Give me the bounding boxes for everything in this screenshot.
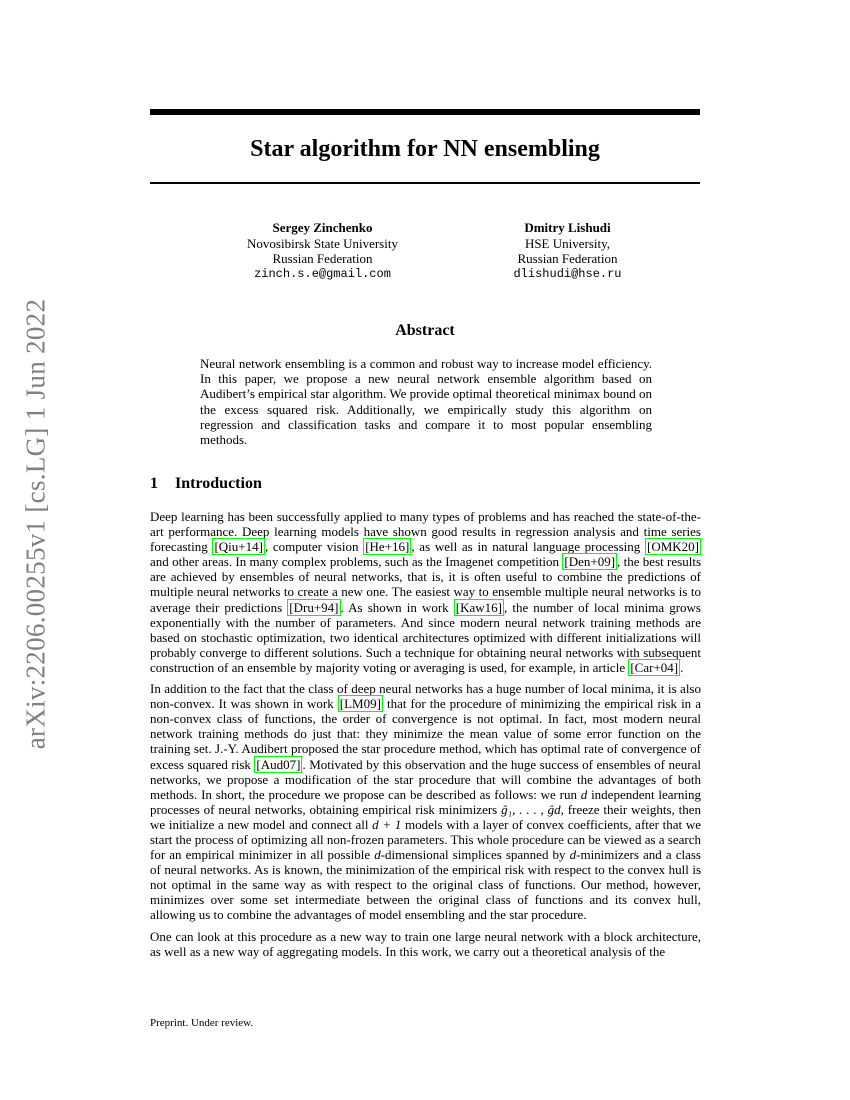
abstract-heading: Abstract bbox=[395, 322, 455, 339]
body-text bbox=[150, 509, 701, 965]
author-name: Dmitry Lishudi bbox=[524, 220, 611, 235]
math-symbol: d bbox=[569, 847, 577, 863]
text-run: , as well as in natural language processing bbox=[411, 539, 645, 555]
text-run: -dimensional simplices spanned by bbox=[380, 847, 570, 863]
citation-link[interactable]: [He+16] bbox=[365, 539, 410, 555]
text-run: , freeze their weights, then we initialize a new model and connect all bbox=[150, 801, 701, 832]
citation-link[interactable]: [LM09] bbox=[339, 696, 381, 712]
math-symbol: d bbox=[580, 786, 588, 802]
math-expression: ĝ₁, . . . , ĝd bbox=[501, 801, 561, 817]
author-affiliation: Novosibirsk State University bbox=[247, 235, 398, 251]
citation-link[interactable]: [Aud07] bbox=[256, 756, 301, 772]
paragraph-3 bbox=[150, 929, 701, 959]
author-email[interactable]: dlishudi@hse.ru bbox=[513, 266, 622, 281]
section-number: 1 bbox=[150, 475, 158, 492]
author-email[interactable]: zinch.s.e@gmail.com bbox=[254, 266, 391, 281]
text-run: . bbox=[680, 659, 684, 675]
arxiv-side-stamp: arXiv:2206.00255v1 [cs.LG] 1 Jun 2022 bbox=[20, 298, 51, 750]
section-heading bbox=[150, 475, 262, 493]
text-run: that for the procedure of minimizing the empirical risk in a non-convex class of functions, the order of convergence is not optimal. In fact, most modern neural network training methods do just that: they minimize the mean value of some error function on the training set. J.-Y. Audibert proposed the star procedure method, which has optimal rate of convergence of excess squared risk bbox=[150, 696, 701, 772]
author-name: Sergey Zinchenko bbox=[272, 220, 373, 235]
citation-link[interactable]: [Qiu+14] bbox=[214, 539, 263, 555]
text-run: , the number of local minima grows exponentially with the number of parameters. And since modern neural network training methods are based on stochastic optimization, two identical architectures optimized with different initializations will probably converge to different solutions. Such a technique for obtaining neural networks with subsequent construction of an ensemble by majority voting or averaging is used, for example, in article bbox=[150, 599, 701, 675]
text-run: . Motivated by this observation and the huge success of ensembles of neural networks, we propose a modification of the star procedure that will combine the advantages of both methods. In short, the procedure we propose can be described as follows: we run bbox=[150, 756, 702, 802]
author-country: Russian Federation bbox=[272, 251, 373, 266]
footer-note: Preprint. Under review. bbox=[150, 1017, 254, 1029]
title-bottom-rule bbox=[150, 182, 700, 184]
text-run: , computer vision bbox=[264, 539, 364, 555]
math-expression: d + 1 bbox=[372, 816, 402, 832]
title-top-rule bbox=[150, 109, 700, 115]
abstract-text: Neural network ensembling is a common and robust way to increase model efficiency. In this paper, we propose a new neural network ensemble algorithm based on Audibert’s empirical star algorithm. We provide optimal theoretical minimax bound on the excess squared risk. Additionally, we empirically study this algorithm on regression and classification tasks and compare it to most popular ensembling methods. bbox=[200, 356, 652, 448]
text-run: independent learning processes of neural networks, obtaining empirical risk minimizers bbox=[150, 786, 701, 817]
text-run: and other areas. In many complex problems, such as the Imagenet competition bbox=[150, 554, 563, 570]
author-block-1 bbox=[215, 220, 430, 282]
paragraph-2 bbox=[150, 681, 701, 923]
citation-link[interactable]: [Kaw16] bbox=[455, 599, 502, 615]
text-run: . As shown in work bbox=[340, 599, 454, 615]
paragraph-1 bbox=[150, 509, 701, 675]
section-title: Introduction bbox=[175, 475, 262, 492]
citation-link[interactable]: [Dru+94] bbox=[289, 599, 339, 615]
citation-link[interactable]: [Car+04] bbox=[630, 659, 679, 675]
text-run: One can look at this procedure as a new way to train one large neural network with a block architecture, as well as a new way of aggregating models. In this work, we carry out a theoretical analysis of the bbox=[150, 928, 701, 959]
text-run: -minimizers and a class of neural networks. As is known, the minimization of the empirical risk with respect to the convex hull is not optimal in the same way as with respect to the original class of functions. Our method, however, minimizes over some set intermediate between the original class of functions and its convex hull, allowing us to combine the advantages of model ensembling and the star procedure. bbox=[150, 847, 701, 923]
paper-title: Star algorithm for NN ensembling bbox=[250, 136, 600, 162]
citation-link[interactable]: [Den+09] bbox=[564, 554, 616, 570]
math-symbol: d bbox=[374, 847, 381, 863]
author-block-2 bbox=[460, 220, 675, 282]
citation-link[interactable]: [OMK20] bbox=[646, 539, 699, 555]
author-country: Russian Federation bbox=[517, 251, 618, 266]
text-run: , the best results are achieved by ensembles of neural networks, that is, it is often useful to combine the predictions of multiple neural networks to create a new one. The easiest way to ensemble multiple neural networks is to average their predictions bbox=[150, 554, 702, 615]
text-run: In addition to the fact that the class of deep neural networks has a huge number of local minima, it is also non-convex. It was shown in work bbox=[150, 681, 701, 712]
text-run: models with a layer of convex coefficients, after that we start the process of optimizing all non-frozen parameters. This whole procedure can be viewed as a search for an empirical minimizer in all possible bbox=[150, 816, 701, 863]
author-affiliation: HSE University, bbox=[524, 235, 611, 251]
text-run: Deep learning has been successfully applied to many types of problems and has reached the state-of-the-art performance. Deep learning models have shown good results in regression analysis and time series forecasting bbox=[150, 509, 701, 555]
